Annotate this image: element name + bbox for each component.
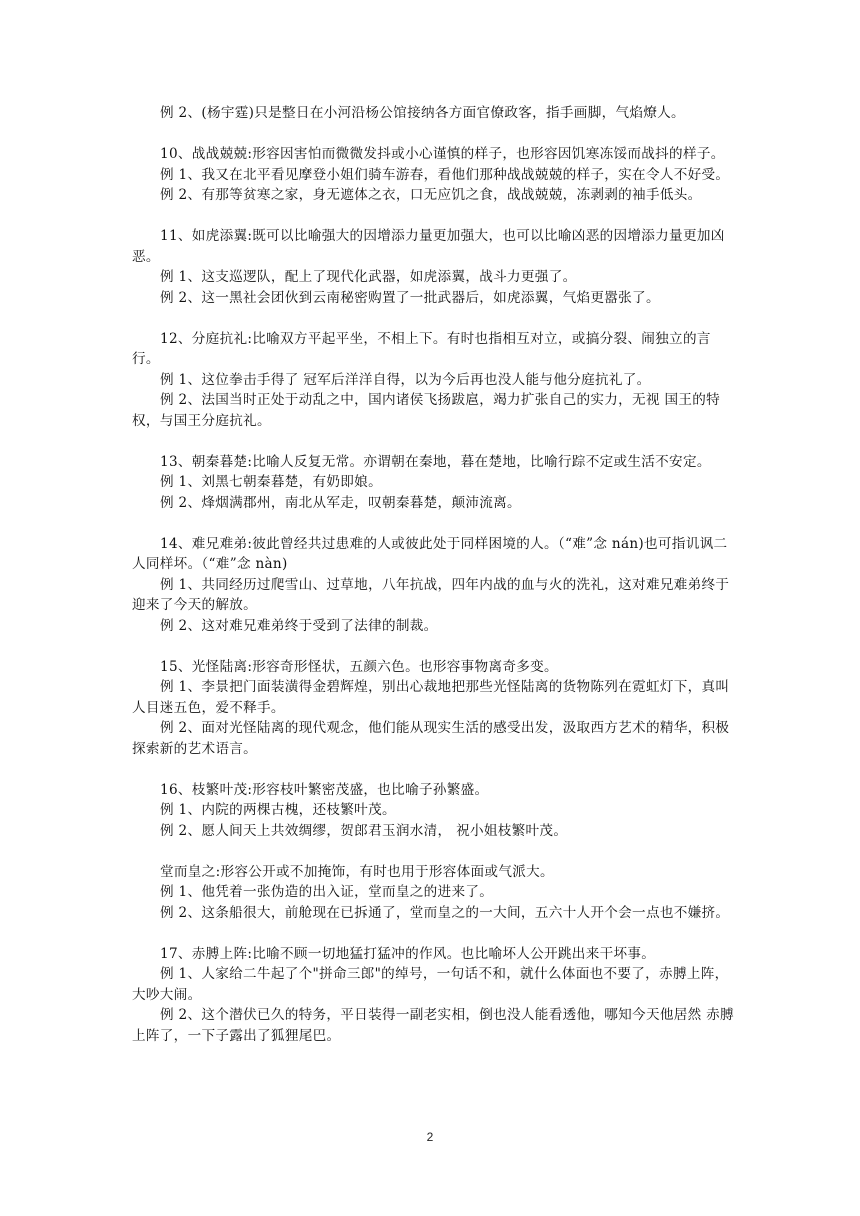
idiom-definition: 11、如虎添翼:既可以比喻强大的因增添力量更加强大，也可以比喻凶恶的因增添力量更加凶恶。 bbox=[132, 228, 725, 265]
example-paragraph: 例 1、共同经历过爬雪山、过草地，八年抗战，四年内战的血与火的洗礼，这对难兄难弟终于迎来了今天的解放。 bbox=[132, 576, 730, 613]
idiom-definition: 12、分庭抗礼:比喻双方平起平坐，不相上下。有时也指相互对立，或搞分裂、闹独立的言行。 bbox=[132, 330, 711, 367]
example-paragraph: 例 1、这位拳击手得了 冠军后洋洋自得，以为今后再也没人能与他分庭抗礼了。 bbox=[160, 371, 651, 388]
example-paragraph: 例 1、李景把门面装潢得金碧辉煌，别出心裁地把那些光怪陆离的货物陈列在霓虹灯下，真叫人目迷五色，爱不释手。 bbox=[132, 679, 730, 716]
example-paragraph: 例 2、烽烟满郡州，南北从军走，叹朝秦暮楚，颠沛流离。 bbox=[160, 494, 521, 511]
paragraph-gap bbox=[132, 923, 734, 944]
paragraph-gap bbox=[132, 124, 734, 145]
example-paragraph: 例 2、愿人间天上共效绸缪，贺郎君玉润水清， 祝小姐枝繁叶茂。 bbox=[160, 822, 568, 839]
example-paragraph: 例 1、他凭着一张伪造的出入证，堂而皇之的进来了。 bbox=[160, 884, 494, 900]
paragraph-gap bbox=[132, 431, 734, 452]
paragraph-gap bbox=[132, 759, 734, 780]
example-paragraph: 例 2、这个潜伏已久的特务，平日装得一副老实相，倒也没人能看透他，哪知今天他居然 赤膊上阵了，一下子露出了狐狸尾巴。 bbox=[132, 1007, 734, 1044]
example-paragraph: 例 1、这支巡逻队，配上了现代化武器，如虎添翼，战斗力更强了。 bbox=[160, 269, 577, 285]
idiom-definition: 10、战战兢兢:形容因害怕而微微发抖或小心谨慎的样子，也形容因饥寒冻馁而战抖的样子。 bbox=[160, 146, 725, 162]
example-paragraph: 例 1、内院的两棵古槐，还枝繁叶茂。 bbox=[160, 802, 396, 818]
idiom-definition: 17、赤膊上阵:比喻不顾一切地猛打猛冲的作风。也比喻坏人公开跳出来干坏事。 bbox=[160, 945, 656, 962]
document-body bbox=[132, 103, 734, 1046]
example-paragraph: 例 2、这条船很大，前舱现在已拆通了，堂而皇之的一大间，五六十人开个会一点也不嫌挤。 bbox=[160, 904, 730, 921]
page-number: 2 bbox=[426, 1130, 434, 1144]
idiom-definition: 16、枝繁叶茂:形容枝叶繁密茂盛，也比喻子孙繁盛。 bbox=[160, 781, 489, 798]
idiom-definition: 15、光怪陆离:形容奇形怪状，五颜六色。也形容事物离奇多变。 bbox=[160, 658, 558, 675]
example-paragraph: 例 2、有那等贫寒之家，身无遮体之衣，口无应饥之食，战战兢兢，冻剥剥的袖手低头。 bbox=[160, 187, 702, 203]
paragraph-gap bbox=[132, 636, 734, 657]
paragraph-gap bbox=[132, 308, 734, 329]
paragraph-gap bbox=[132, 513, 734, 534]
idiom-definition: 14、难兄难弟:彼此曾经共过患难的人或彼此处于同样困境的人。（“难”念 nán)也可指讥讽二人同样坏。（“难”念 nàn) bbox=[132, 535, 728, 572]
example-paragraph: 例 2、(杨宇霆)只是整日在小河沿杨公馆接纳各方面官僚政客，指手画脚，气焰燎人。 bbox=[160, 105, 685, 121]
example-paragraph: 例 1、我又在北平看见摩登小姐们骑车游春，看他们那种战战兢兢的样子，实在令人不好受。 bbox=[160, 166, 730, 183]
example-paragraph: 例 2、面对光怪陆离的现代观念，他们能从现实生活的感受出发，汲取西方艺术的精华，积极探索新的艺术语言。 bbox=[132, 720, 730, 757]
example-paragraph: 例 2、这对难兄难弟终于受到了法律的制裁。 bbox=[160, 617, 438, 634]
idiom-definition: 堂而皇之:形容公开或不加掩饰，有时也用于形容体面或气派大。 bbox=[160, 863, 554, 880]
paragraph-gap bbox=[132, 841, 734, 862]
example-paragraph: 例 2、法国当时正处于动乱之中，国内诸侯飞扬跋扈，竭力扩张自己的实力，无视 国王的特权，与国王分庭抗礼。 bbox=[132, 392, 721, 429]
example-paragraph: 例 2、这一黑社会团伙到云南秘密购置了一批武器后，如虎添翼，气焰更嚣张了。 bbox=[160, 289, 660, 306]
example-paragraph: 例 1、人家给二牛起了个"拼命三郎"的绰号，一句话不和，就什么体面也不要了，赤膊上阵，大吵大闹。 bbox=[132, 966, 729, 1003]
idiom-definition: 13、朝秦暮楚:比喻人反复无常。亦谓朝在秦地，暮在楚地，比喻行踪不定或生活不安定。 bbox=[160, 453, 711, 470]
paragraph-gap bbox=[132, 206, 734, 227]
example-paragraph: 例 1、刘黑七朝秦暮楚，有奶即娘。 bbox=[160, 474, 382, 490]
